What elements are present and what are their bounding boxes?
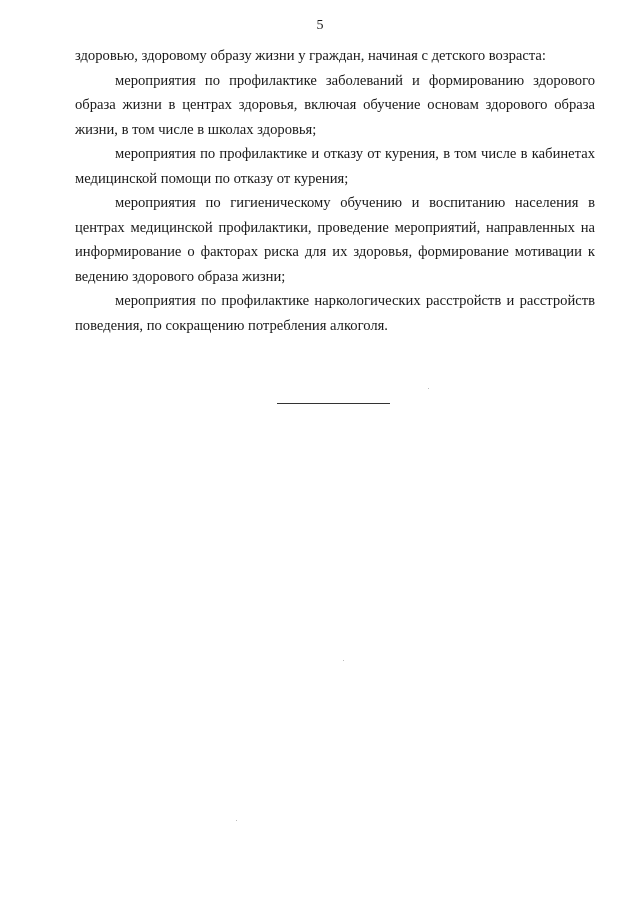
scan-speck — [428, 388, 429, 389]
paragraph-narcology: мероприятия по профилактике наркологических расстройств и расстройств поведения, по сокращению потребления алкоголя. — [75, 293, 595, 334]
page-number: 5 — [316, 18, 324, 33]
paragraph-health-centers: мероприятия по профилактике заболеваний и формированию здорового образа жизни в центрах здоровья, включая обучение основам здорового образа жизни, в том числе в школах здоровья; — [75, 72, 595, 138]
paragraph-smoking: мероприятия по профилактике и отказу от курения, в том числе в кабинетах медицинской помощи по отказу от курения; — [75, 146, 595, 187]
end-of-text-separator — [277, 403, 390, 404]
paragraph-intro: здоровью, здоровому образу жизни у граждан, начиная с детского возраста: — [75, 48, 546, 64]
scan-speck — [343, 660, 344, 661]
paragraph-hygiene-education: мероприятия по гигиеническому обучению и воспитанию населения в центрах медицинской профилактики, проведение мероприятий, направленных на информирование о факторах риска для их здоровья, формирование мотивации к ведению здорового образа жизни; — [75, 195, 595, 285]
scan-speck — [236, 820, 237, 821]
document-body — [75, 44, 595, 338]
